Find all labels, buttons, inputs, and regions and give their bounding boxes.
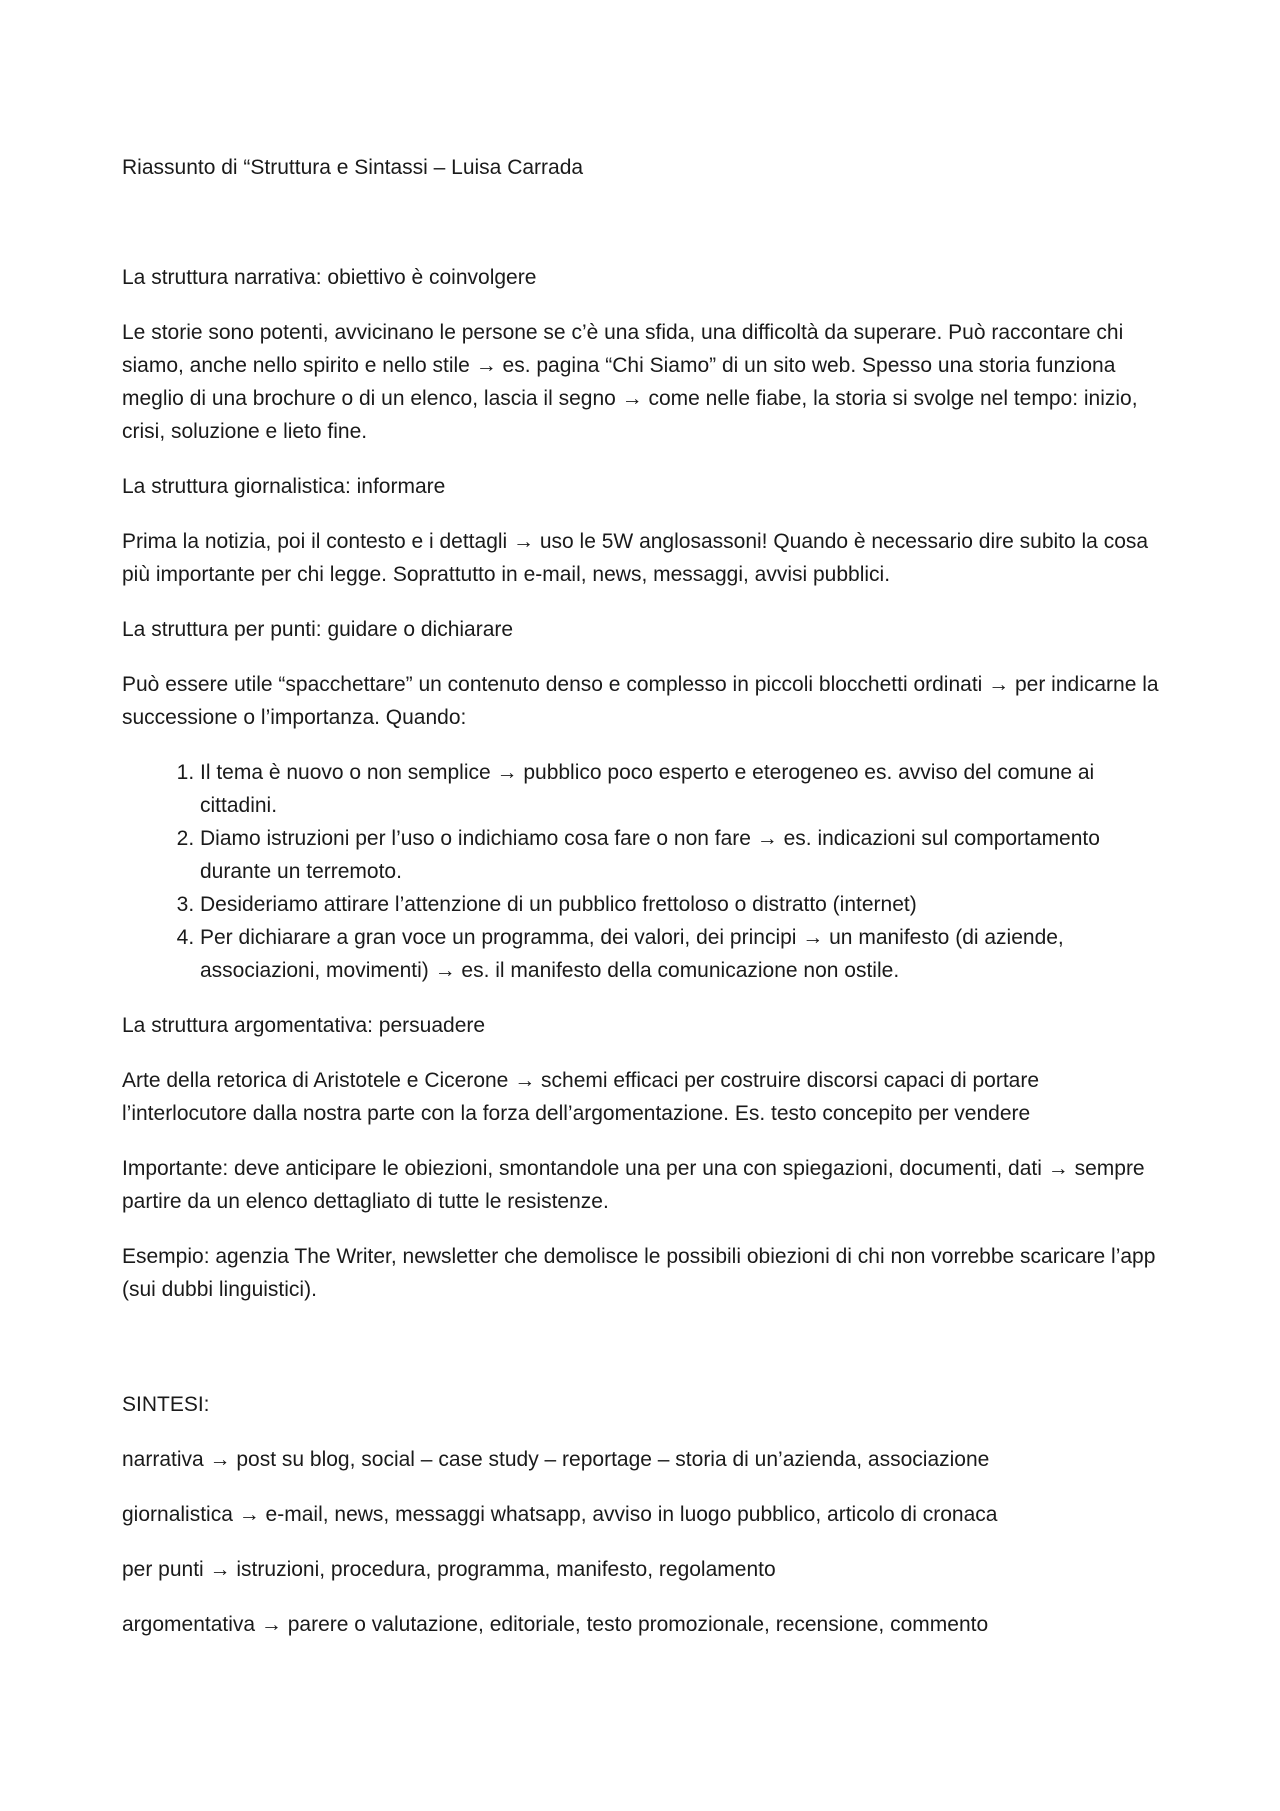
paragraph: Le storie sono potenti, avvicinano le persone se c’è una sfida, una difficoltà da superare. Può raccontare chi siamo, anche nello spirito e nello stile → es. pagina “Chi Siamo” di un sito web. Spesso una storia funziona meglio di una brochure o di un elenco, lascia il segno → come nelle fiabe, la storia si svolge nel tempo: inizio, crisi, soluzione e lieto fine. — [122, 321, 1138, 443]
numbered-list — [122, 756, 1168, 987]
summary-line: giornalistica → e-mail, news, messaggi whatsapp, avviso in luogo pubblico, articolo di cronaca — [122, 1503, 998, 1526]
section-heading: La struttura narrativa: obiettivo è coinvolgere — [122, 266, 537, 289]
list-item: 3. Desideriamo attirare l’attenzione di un pubblico frettoloso o distratto (internet) — [200, 888, 1168, 921]
list-item: 2. Diamo istruzioni per l’uso o indichiamo cosa fare o non fare → es. indicazioni sul comportamento durante un terremoto. — [200, 822, 1168, 888]
paragraph: Prima la notizia, poi il contesto e i dettagli → uso le 5W anglosassoni! Quando è necessario dire subito la cosa più importante per chi legge. Soprattutto in e-mail, news, messaggi, avvisi pubblici. — [122, 530, 1149, 586]
section-per-punti — [122, 613, 1168, 987]
list-item: 4. Per dichiarare a gran voce un programma, dei valori, dei principi → un manifesto (di aziende, associazioni, movimenti) → es. il manifesto della comunicazione non ostile. — [200, 921, 1168, 987]
section-giornalistica — [122, 470, 1168, 591]
section-heading: La struttura giornalistica: informare — [122, 475, 446, 498]
document-title: Riassunto di “Struttura e Sintassi – Luisa Carrada — [122, 156, 584, 179]
paragraph: Importante: deve anticipare le obiezioni, smontandole una per una con spiegazioni, documenti, dati → sempre partire da un elenco dettagliato di tutte le resistenze. — [122, 1157, 1145, 1213]
section-sintesi — [122, 1388, 1168, 1641]
summary-heading: SINTESI: — [122, 1393, 210, 1416]
summary-line: narrativa → post su blog, social – case study – reportage – storia di un’azienda, associazione — [122, 1448, 990, 1471]
spacer — [122, 1328, 1168, 1388]
list-item: 1. Il tema è nuovo o non semplice → pubblico poco esperto e eterogeneo es. avviso del comune ai cittadini. — [200, 756, 1168, 822]
summary-line: per punti → istruzioni, procedura, programma, manifesto, regolamento — [122, 1558, 776, 1581]
summary-line: argomentativa → parere o valutazione, editoriale, testo promozionale, recensione, commento — [122, 1613, 989, 1636]
paragraph: Esempio: agenzia The Writer, newsletter che demolisce le possibili obiezioni di chi non vorrebbe scaricare l’app (sui dubbi linguistici). — [122, 1245, 1156, 1301]
section-argomentativa — [122, 1009, 1168, 1306]
paragraph: Può essere utile “spacchettare” un contenuto denso e complesso in piccoli blocchetti ordinati → per indicarne la successione o l’importanza. Quando: — [122, 673, 1159, 729]
section-heading: La struttura argomentativa: persuadere — [122, 1014, 486, 1037]
paragraph: Arte della retorica di Aristotele e Cicerone → schemi efficaci per costruire discorsi capaci di portare l’interlocutore dalla nostra parte con la forza dell’argomentazione. Es. testo concepito per vendere — [122, 1069, 1040, 1125]
section-narrativa — [122, 261, 1168, 448]
section-heading: La struttura per punti: guidare o dichiarare — [122, 618, 514, 641]
